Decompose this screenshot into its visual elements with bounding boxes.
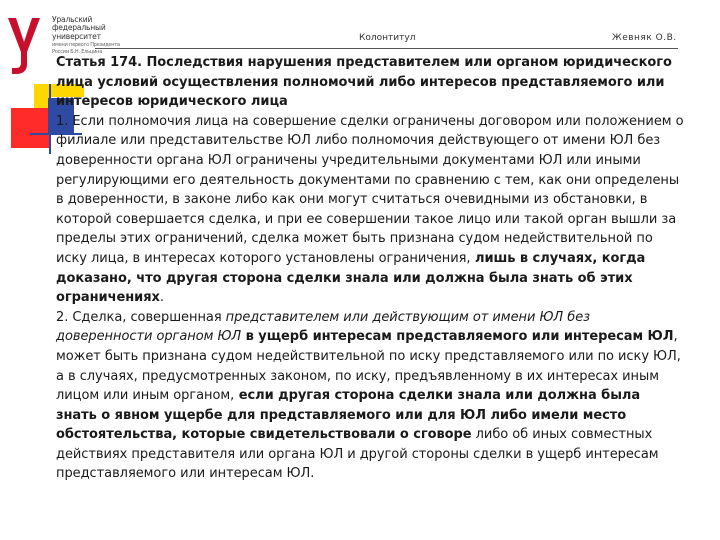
p2-text-1: , может быть признана судом недействительной по иску представляемого или по иску ЮЛ, а в случаях, предусмотренных законом, по иску, предъявленному в их интересах иным лицом или иным органом, [56,329,681,404]
logo-line-2: федеральный [52,23,106,33]
logo-sub-line-1: имени первого Президента [52,42,120,49]
logo-text [52,16,120,55]
author-name: Жевняк О.В. [612,33,677,43]
p2-bold-2: если другая сторона сделки знала или должна была знать о явном ущербе для представляемого или для ЮЛ либо имели место обстоятельства, которые свидетельствовали о сговоре [56,388,641,443]
paragraph-1 [56,112,684,308]
logo-sub-line-2: России Б.Н. Ельцина [52,49,103,56]
university-logo-icon [4,16,44,76]
p2-text-2: либо об иных совместных действиях представителя или органа ЮЛ и другой стороны сделки в ущерб интересам представляемого или интересам ЮЛ. [56,427,659,482]
p1-bold: лишь в случаях, когда доказано, что другая сторона сделки знала или должна была знать об этих ограничениях [56,250,646,306]
paragraph-2 [56,308,684,484]
decor-red-square [11,108,49,148]
logo-line-3: университет [52,31,101,41]
p1-end: . [159,290,164,306]
p2-italic: представителем или действующим от имени ЮЛ без доверенности органом ЮЛ [56,309,591,345]
slide-content [56,53,684,484]
p1-text: 1. Если полномочия лица на совершение сделки ограничены договором или положением о филиале или представительстве ЮЛ либо полномочия действующего от имени ЮЛ без доверенности органа ЮЛ ограничены учредительными документами ЮЛ или иными регулирующими его деятельность документами по сравнению с тем, как они определены в доверенности, в законе либо как они могут считаться очевидными из обстановки, в которой совершается сделка, и при ее совершении такое лицо или такой орган вышли за пределы этих ограничений, сделка может быть признана судом недействительной по иску лица, в интересах которого установлены ограничения, [56,113,684,266]
p2-bold-1: в ущерб интересам представляемого или интересам ЮЛ [241,329,674,345]
p2-lead: 2. Сделка, совершенная [56,309,226,325]
logo-line-1: Уральский [52,15,93,24]
article-title: Статья 174. Последствия нарушения представителем или органом юридического лица условий осуществления полномочий либо интересов представляемого или интересов юридического лица [56,55,672,110]
running-title: Колонтитул [359,33,416,43]
header-divider [95,48,678,49]
decor-vertical-line [49,84,51,154]
